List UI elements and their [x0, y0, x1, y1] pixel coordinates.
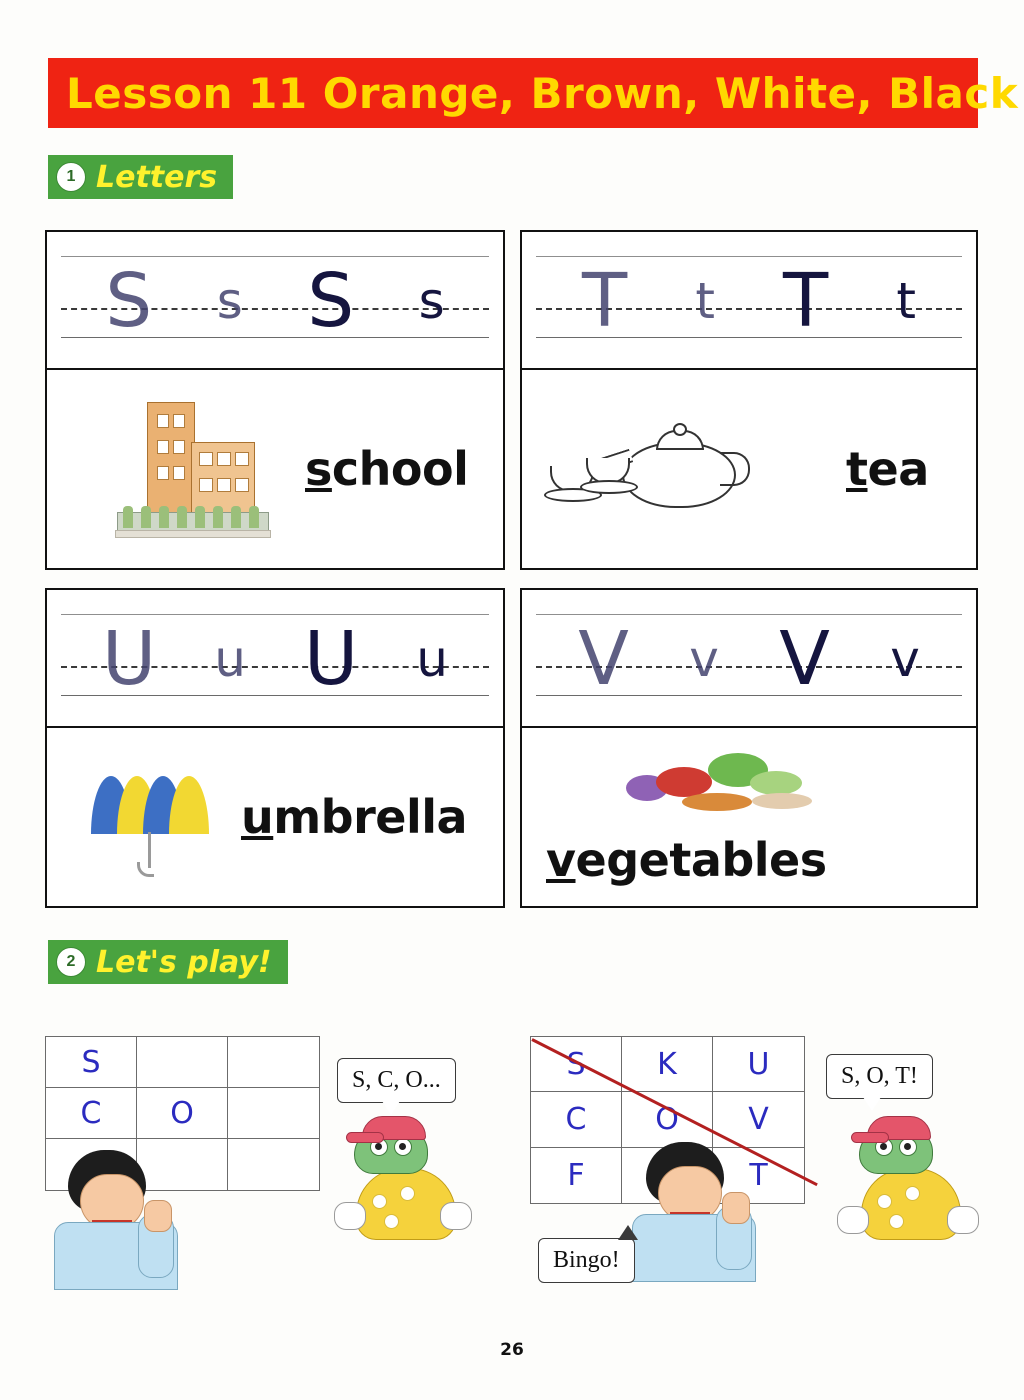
word-initial-u: u — [241, 790, 274, 844]
grid-cell[interactable]: S — [46, 1037, 137, 1088]
grid-cell[interactable]: U — [713, 1037, 804, 1092]
speech-bubble-tail — [382, 1101, 400, 1115]
word-rest-school: chool — [331, 442, 469, 496]
word-initial-s: s — [305, 442, 332, 496]
turtle-shell-spot — [400, 1186, 415, 1201]
trace-glyph-uppercase-v-1: V — [578, 616, 629, 702]
trace-area-u — [47, 590, 503, 728]
turtle-illustration-right — [845, 1110, 975, 1250]
teapot-handle — [720, 452, 750, 486]
turtle-shell-spot — [877, 1194, 892, 1209]
grid-cell[interactable]: C — [531, 1092, 622, 1147]
school-window — [217, 452, 231, 466]
bingo-bubble-text: Bingo! — [553, 1247, 620, 1273]
grid-cell[interactable]: F — [531, 1148, 622, 1203]
trace-glyph-lowercase-v-1: v — [689, 630, 719, 688]
word-initial-t: t — [846, 442, 868, 496]
school-window — [217, 478, 231, 492]
school-window — [199, 452, 213, 466]
word-rest-vegetables: egetables — [575, 833, 827, 887]
teapot-illustration — [544, 414, 774, 524]
trace-glyph-uppercase-t-1: T — [582, 258, 628, 344]
trace-glyph-lowercase-s-2: s — [418, 272, 445, 330]
boy-illustration-left — [52, 1148, 182, 1288]
speech-bubble-left-text: S, C, O... — [352, 1067, 441, 1093]
page-number: 26 — [500, 1340, 524, 1360]
vegetables-illustration — [622, 747, 852, 837]
school-shrub — [159, 506, 169, 528]
boy-hand-pointing — [722, 1192, 750, 1224]
trace-glyph-lowercase-t-2: t — [896, 272, 916, 330]
trace-area-v — [522, 590, 976, 728]
grid-cell[interactable] — [228, 1037, 319, 1088]
vegetable-root — [752, 793, 812, 809]
vegetable-pepper — [656, 767, 712, 797]
school-window — [173, 466, 185, 480]
school-base — [117, 512, 269, 532]
speech-bubble-right-text: S, O, T! — [841, 1063, 918, 1089]
grid-cell[interactable]: O — [622, 1092, 713, 1147]
school-shrub — [249, 506, 259, 528]
turtle-hand — [837, 1206, 869, 1234]
umbrella-illustration — [87, 762, 217, 872]
turtle-cap-brim — [346, 1132, 384, 1143]
trace-glyph-lowercase-t-1: t — [695, 272, 715, 330]
grid-cell[interactable] — [228, 1139, 319, 1190]
turtle-hand — [947, 1206, 979, 1234]
turtle-shell-spot — [384, 1214, 399, 1229]
trace-area-s — [47, 232, 503, 370]
school-shrub — [177, 506, 187, 528]
word-label-school — [305, 442, 468, 496]
letter-card-u — [45, 588, 505, 908]
turtle-eye — [899, 1138, 917, 1156]
word-rest-tea: ea — [867, 442, 929, 496]
trace-glyph-uppercase-s-1: S — [105, 258, 153, 344]
school-tower — [147, 402, 195, 516]
word-area-umbrella — [47, 728, 503, 906]
speech-bubble-right — [826, 1054, 933, 1099]
saucer — [580, 480, 638, 494]
trace-glyph-row-s — [47, 232, 503, 370]
school-window — [157, 440, 169, 454]
section-header-letters — [48, 155, 233, 199]
section-label: Letters — [96, 159, 218, 195]
vegetable-greens — [750, 771, 802, 795]
word-area-school — [47, 370, 503, 568]
turtle-shell-spot — [889, 1214, 904, 1229]
word-initial-v: v — [546, 833, 576, 887]
umbrella-segment — [169, 776, 209, 834]
word-label-tea — [846, 442, 929, 496]
teapot-body — [622, 442, 736, 508]
trace-glyph-lowercase-u-2: u — [416, 630, 448, 688]
turtle-hand — [334, 1202, 366, 1230]
trace-glyph-lowercase-s-1: s — [216, 272, 243, 330]
word-area-tea — [522, 370, 976, 568]
school-window — [157, 466, 169, 480]
letter-card-t — [520, 230, 978, 570]
school-shrub — [123, 506, 133, 528]
word-label-umbrella — [241, 790, 467, 844]
turtle-shell — [861, 1168, 961, 1240]
speech-bubble-tail — [619, 1226, 637, 1240]
school-shrub — [195, 506, 205, 528]
section-number: 2 — [56, 947, 86, 977]
turtle-shell-spot — [905, 1186, 920, 1201]
grid-cell[interactable]: S — [531, 1037, 622, 1092]
speech-bubble-left — [337, 1058, 456, 1103]
school-window — [173, 414, 185, 428]
school-window — [173, 440, 185, 454]
section-number: 1 — [56, 162, 86, 192]
boy-illustration-right — [630, 1140, 760, 1280]
teapot-knob — [673, 423, 687, 436]
page-title: Lesson 11 Orange, Brown, White, Black — [66, 68, 1019, 118]
trace-glyph-uppercase-t-2: T — [783, 258, 829, 344]
trace-glyph-row-v — [522, 590, 976, 728]
grid-cell[interactable]: C — [46, 1088, 137, 1139]
lesson-title-banner — [48, 58, 1019, 128]
letter-card-v — [520, 588, 978, 908]
school-window — [199, 478, 213, 492]
word-label-vegetables — [546, 833, 827, 887]
grid-cell[interactable]: T — [749, 1157, 768, 1193]
bingo-bubble — [538, 1238, 635, 1283]
grid-cell[interactable]: V — [713, 1092, 804, 1147]
trace-glyph-uppercase-v-2: V — [779, 616, 830, 702]
trace-glyph-lowercase-u-1: u — [214, 630, 246, 688]
trace-glyph-row-u — [47, 590, 503, 728]
school-building-illustration — [105, 394, 275, 544]
turtle-illustration-left — [340, 1110, 470, 1250]
trace-glyph-uppercase-s-2: S — [307, 258, 355, 344]
grid-cell[interactable] — [228, 1088, 319, 1139]
word-rest-umbrella: mbrella — [273, 790, 468, 844]
vegetable-carrot — [682, 793, 752, 811]
trace-glyph-uppercase-u-1: U — [102, 616, 157, 702]
word-area-vegetables — [522, 728, 976, 906]
school-step — [115, 530, 271, 538]
boy-hand-pointing — [144, 1200, 172, 1232]
grid-cell[interactable]: K — [622, 1037, 713, 1092]
turtle-hand — [440, 1202, 472, 1230]
grid-cell[interactable] — [137, 1037, 228, 1088]
turtle-shell — [356, 1168, 456, 1240]
school-shrub — [141, 506, 151, 528]
trace-glyph-lowercase-v-2: v — [890, 630, 920, 688]
trace-glyph-uppercase-u-2: U — [304, 616, 359, 702]
school-window — [157, 414, 169, 428]
school-window — [235, 452, 249, 466]
school-shrub — [213, 506, 223, 528]
school-shrub — [231, 506, 241, 528]
turtle-cap-brim — [851, 1132, 889, 1143]
umbrella-handle — [137, 862, 154, 877]
trace-area-t — [522, 232, 976, 370]
trace-glyph-row-t — [522, 232, 976, 370]
umbrella-canopy — [91, 776, 209, 834]
turtle-shell-spot — [372, 1194, 387, 1209]
turtle-eye — [394, 1138, 412, 1156]
section-header-lets-play — [48, 940, 288, 984]
grid-cell[interactable]: O — [137, 1088, 228, 1139]
speech-bubble-tail — [863, 1097, 881, 1111]
school-window — [235, 478, 249, 492]
section-label: Let's play! — [96, 944, 272, 980]
letter-card-s — [45, 230, 505, 570]
